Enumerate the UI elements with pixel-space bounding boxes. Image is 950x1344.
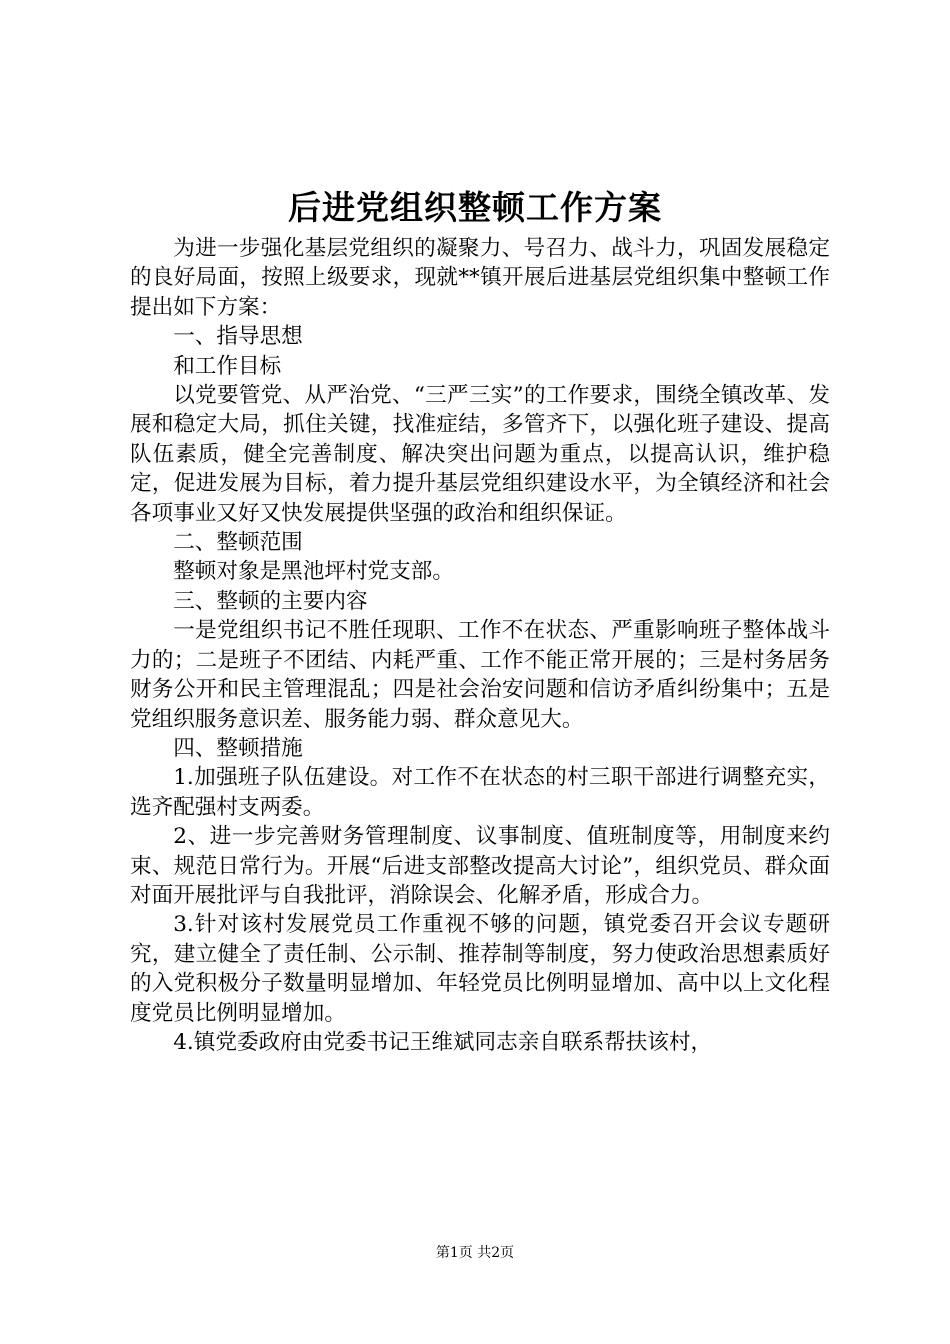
paragraph-guiding-thought: 以党要管党、从严治党、“三严三实”的工作要求，围绕全镇改革、发展和稳定大局，抓住关键，找准症结，多管齐下，以强化班子建设、提高队伍素质，健全完善制度、解决突出问题为重点，以提高认识，维护稳定，促进发展为目标，着力提升基层党组织建设水平，为全镇经济和社会各项事业又好又快发展提供坚强的政治和组织保证。 — [130, 383, 830, 526]
paragraph-scope: 整顿对象是黑池坪村党支部。 — [173, 559, 454, 585]
page-footer: 第1页 共2页 — [435, 1245, 515, 1261]
section-heading-2: 二、整顿范围 — [173, 530, 303, 556]
paragraph-intro: 为进一步强化基层党组织的凝聚力、号召力、战斗力，巩固发展稳定的良好局面，按照上级要求，现就**镇开展后进基层党组织集中整顿工作提出如下方案： — [130, 236, 830, 320]
section-heading-3: 三、整顿的主要内容 — [173, 588, 368, 614]
document-title: 后进党组织整顿工作方案 — [288, 188, 662, 227]
paragraph-measure-3: 3.针对该村发展党员工作重视不够的问题，镇党委召开会议专题研究，建立健全了责任制、公示制、推荐制等制度，努力使政治思想素质好的入党积极分子数量明显增加、年轻党员比例明显增加、高中以上文化程度党员比例明显增加。 — [130, 912, 830, 1026]
paragraph-measure-1: 1.加强班子队伍建设。对工作不在状态的村三职干部进行调整充实，选齐配强村支两委。 — [130, 765, 830, 820]
section-heading-4: 四、整顿措施 — [173, 735, 303, 761]
paragraph-measure-4: 4.镇党委政府由党委书记王维斌同志亲自联系帮扶该村， — [173, 1029, 713, 1055]
section-heading-1-cont: 和工作目标 — [173, 353, 282, 379]
paragraph-main-content: 一是党组织书记不胜任现职、工作不在状态、严重影响班子整体战斗力的；二是班子不团结、内耗严重、工作不能正常开展的；三是村务居务财务公开和民主管理混乱；四是社会治安问题和信访矛盾纠纷集中；五是党组织服务意识差、服务能力弱、群众意见大。 — [130, 618, 830, 732]
section-heading-1: 一、指导思想 — [173, 324, 303, 350]
document-body — [130, 234, 830, 1057]
paragraph-measure-2: 2、进一步完善财务管理制度、议事制度、值班制度等，用制度来约束、规范日常行为。开展“后进支部整改提高大讨论”，组织党员、群众面对面开展批评与自我批评，消除误会、化解矛盾，形成合力。 — [130, 824, 830, 908]
